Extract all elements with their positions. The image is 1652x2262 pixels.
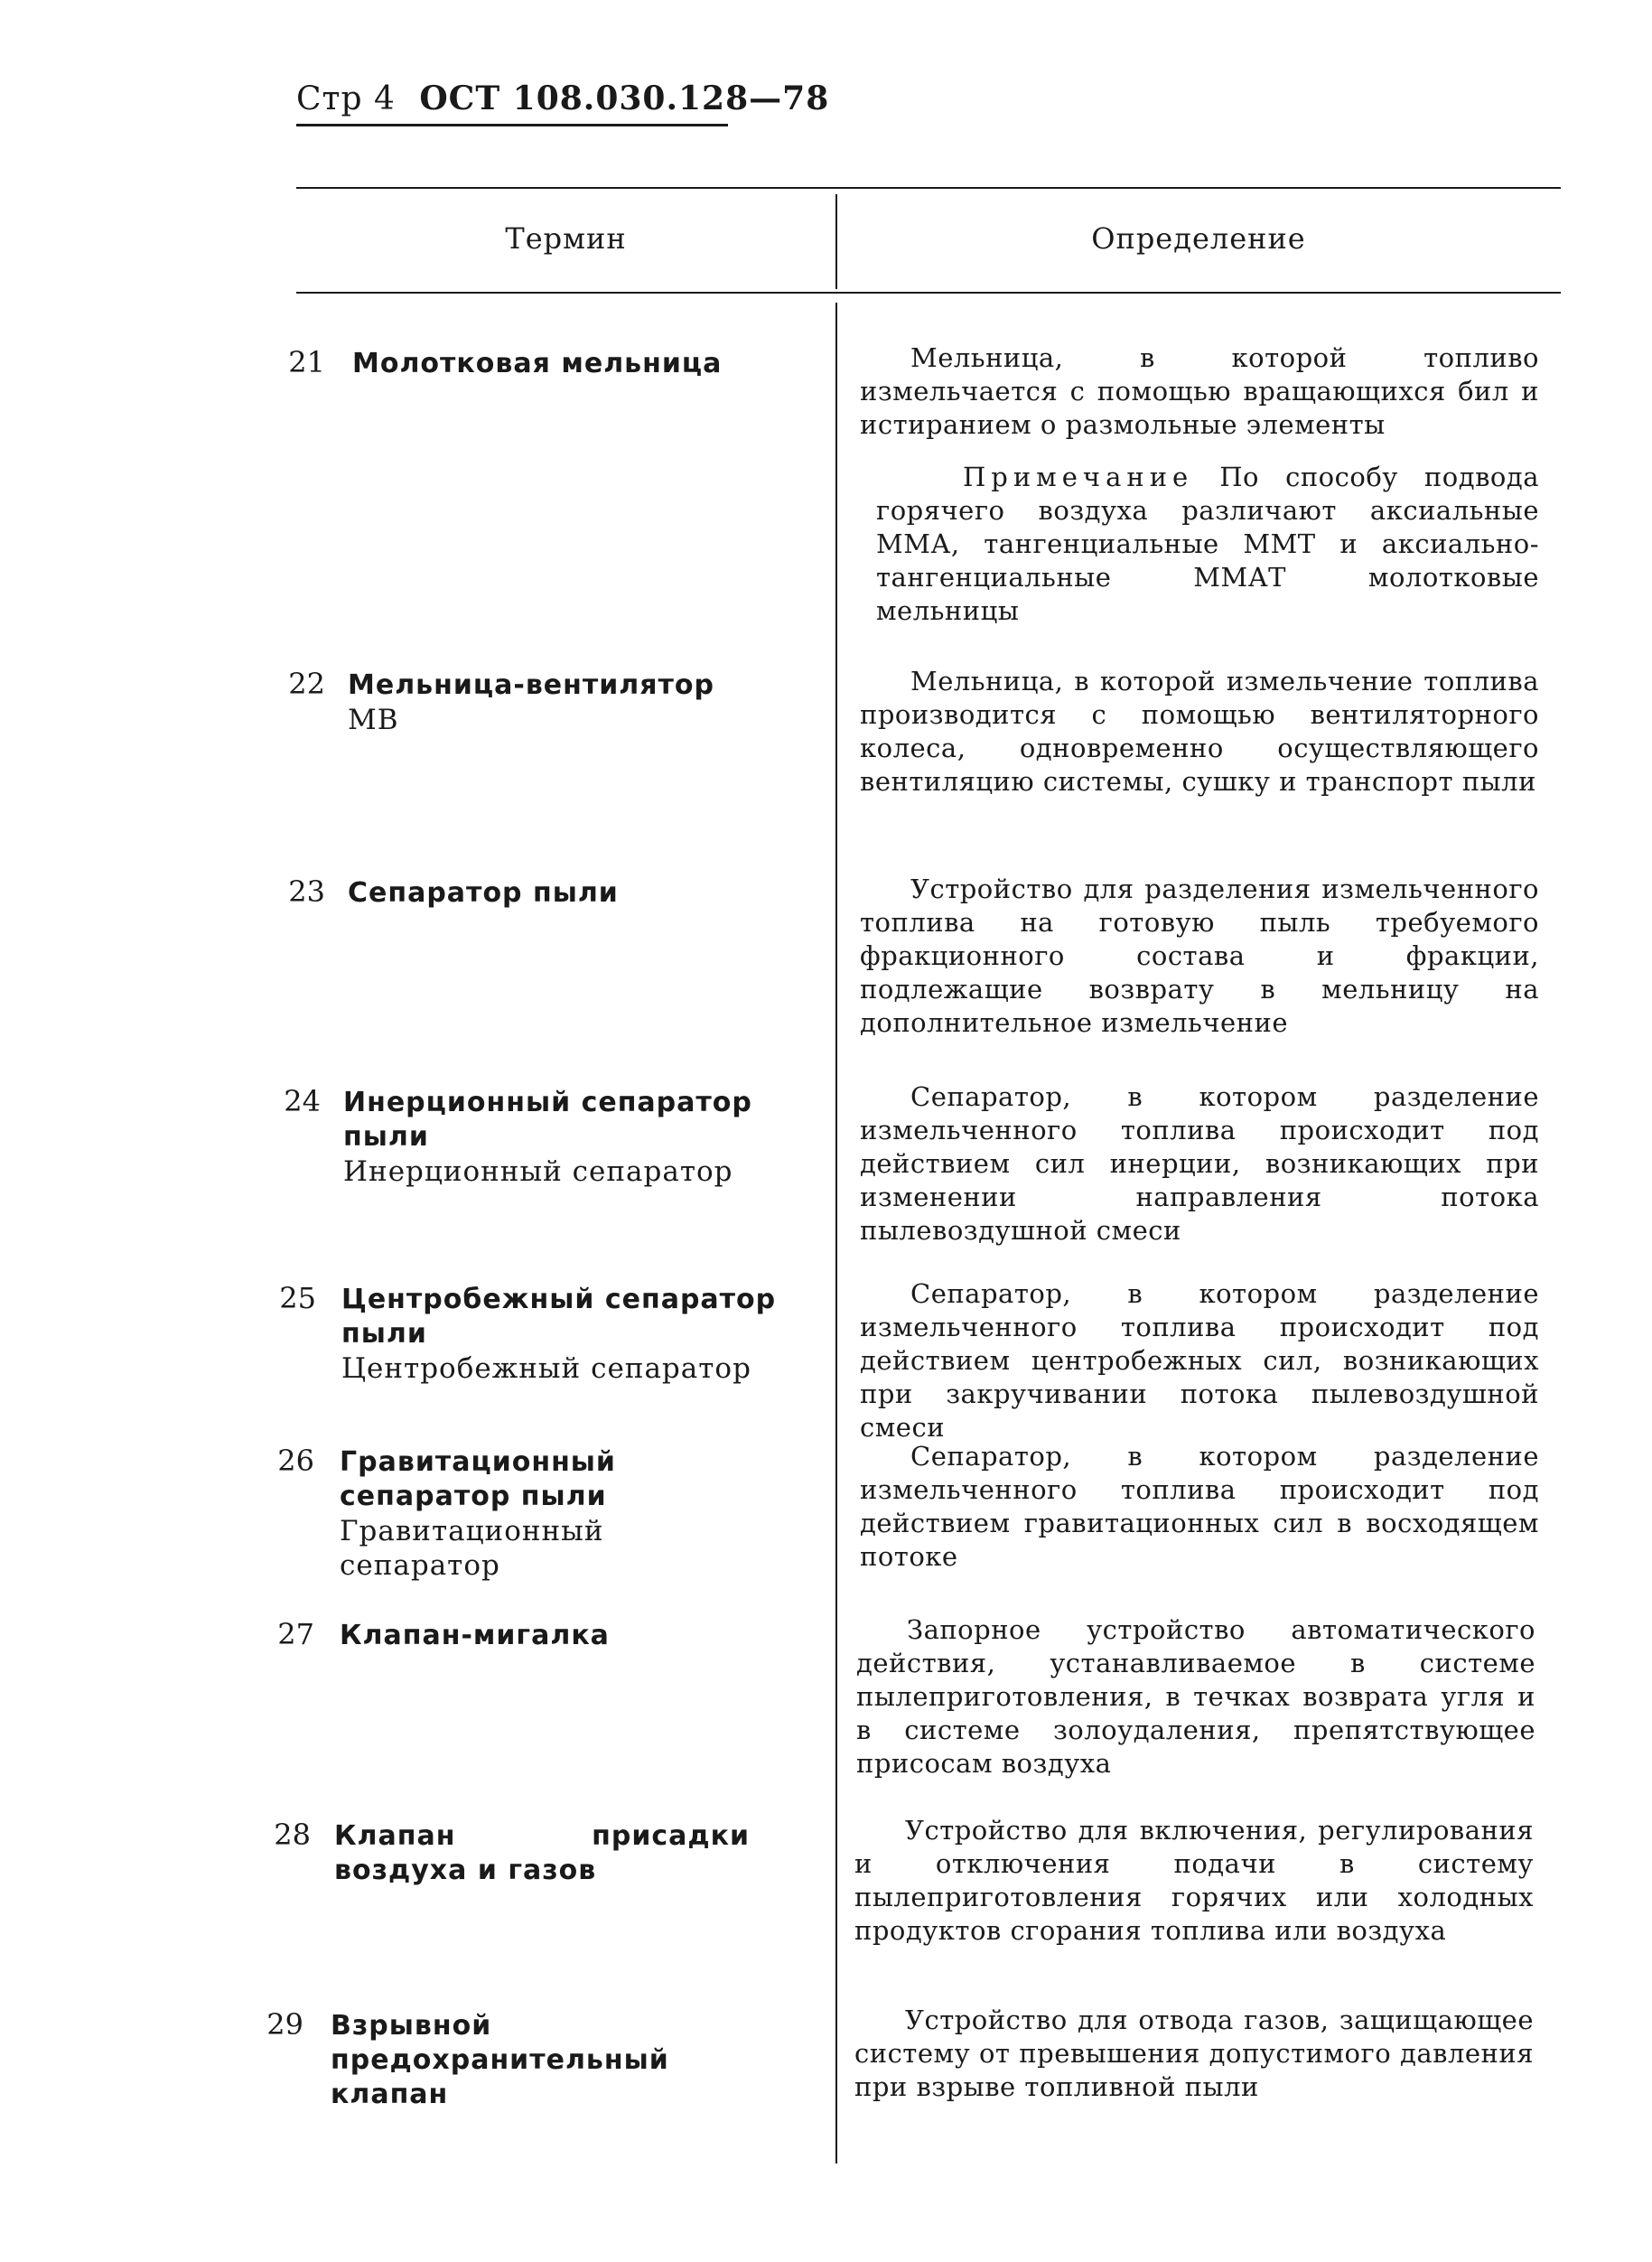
term-melnitsa-ventilyator — [348, 668, 799, 737]
term-text: Гравитационный сепаратор пыли — [340, 1446, 616, 1512]
page-header — [296, 79, 829, 117]
definition-27: Запорное устройство автоматического действия, устанавливаемое в системе пылеприготовления, в течках возврата угля и в системе золоудаления, препятствующее присосам воздуха — [856, 1614, 1535, 1779]
page-number: Стр 4 — [296, 80, 396, 117]
entry-number: 24 — [284, 1084, 321, 1118]
term-short-form: Инерционный сепаратор — [343, 1155, 733, 1188]
term-text: Молотковая мельница — [352, 348, 723, 379]
definition-29: Устройство для отвода газов, защищающее систему от превышения допустимого давления при взрыве топливной пыли — [854, 2005, 1534, 2102]
definition-22: Мельница, в которой измельчение топлива производится с помощью вентиляторного колеса, одновременно осуществляющего вентиляцию системы, сушку и транспорт пыли — [860, 666, 1539, 797]
term-gravitatsionny-separator — [340, 1445, 764, 1583]
column-header-definition: Определение — [1091, 221, 1306, 256]
body-column-divider — [835, 303, 837, 2164]
header-column-divider — [835, 194, 837, 289]
term-tsentrobezhny-separator — [341, 1283, 793, 1386]
column-header-term: Термин — [505, 221, 627, 256]
definition-23: Устройство для разделения измельченного топлива на готовую пыль требуемого фракционного состава и фракции, подлежащие возврату в мельницу на дополнительное измельчение — [860, 874, 1539, 1038]
note-label: Примечание — [963, 462, 1194, 492]
definition-25: Сепаратор, в котором разделение измельченного топлива происходит под действием центробежных сил, возникающих при закручивании потока пылевоздушной смеси — [860, 1278, 1539, 1443]
term-text: Мельница-вентилятор — [348, 669, 714, 701]
entry-number: 27 — [277, 1617, 314, 1651]
note-text: По способу подвода горячего воздуха различают аксиальные ММА, тангенциальные ММТ и аксиально-тангенциальные ММАТ молотковые мельницы — [876, 462, 1539, 626]
term-klapan-migalka — [340, 1619, 791, 1653]
entry-number: 28 — [274, 1818, 311, 1852]
term-short-form: Гравитационный сепаратор — [340, 1515, 604, 1582]
term-text: Клапан-мигалка — [340, 1620, 610, 1651]
term-text: Сепаратор пыли — [348, 877, 619, 909]
entry-number: 26 — [277, 1444, 314, 1478]
term-text: Центробежный сепаратор пыли — [341, 1284, 777, 1350]
term-klapan-prisadki — [334, 1819, 750, 1888]
definition-24: Сепаратор, в котором разделение измельченного топлива происходит под действием сил инерции, возникающих при изменении направления потока пылевоздушной смеси — [860, 1081, 1539, 1246]
entry-number: 25 — [279, 1281, 316, 1315]
table-header-rule — [296, 292, 1561, 294]
term-inertsionny-separator — [343, 1086, 795, 1189]
standard-code: ОСТ 108.030.128—78 — [419, 79, 830, 117]
entry-number: 21 — [288, 345, 325, 379]
term-molotkovaya-melnitsa — [352, 347, 804, 381]
entry-number: 22 — [288, 667, 325, 701]
entry-number: 29 — [266, 2007, 303, 2042]
entry-number: 23 — [288, 874, 325, 909]
term-vzryvnoy-klapan — [331, 2009, 755, 2112]
term-short-form: Центробежный сепаратор — [341, 1352, 751, 1385]
table-top-rule — [296, 187, 1561, 189]
term-text: Инерционный сепаратор пыли — [343, 1087, 752, 1153]
definition-26: Сепаратор, в котором разделение измельченного топлива происходит под действием гравитационных сил в восходящем потоке — [860, 1441, 1539, 1572]
term-text: Взрывной предохранительный клапан — [331, 2010, 669, 2110]
definition-28: Устройство для включения, регулирования и отключения подачи в систему пылеприготовления горячих или холодных продуктов сгорания топлива или воздуха — [854, 1815, 1534, 1946]
term-abbreviation: МВ — [348, 704, 399, 736]
header-underline — [296, 124, 728, 126]
term-separator-pyli — [348, 876, 799, 911]
definition-21: Мельница, в которой топливо измельчается с помощью вращающихся бил и истиранием о размольные элементы — [860, 342, 1539, 440]
term-text: Клапан присадки воздуха и газов — [334, 1820, 750, 1886]
note-21 — [876, 461, 1539, 628]
